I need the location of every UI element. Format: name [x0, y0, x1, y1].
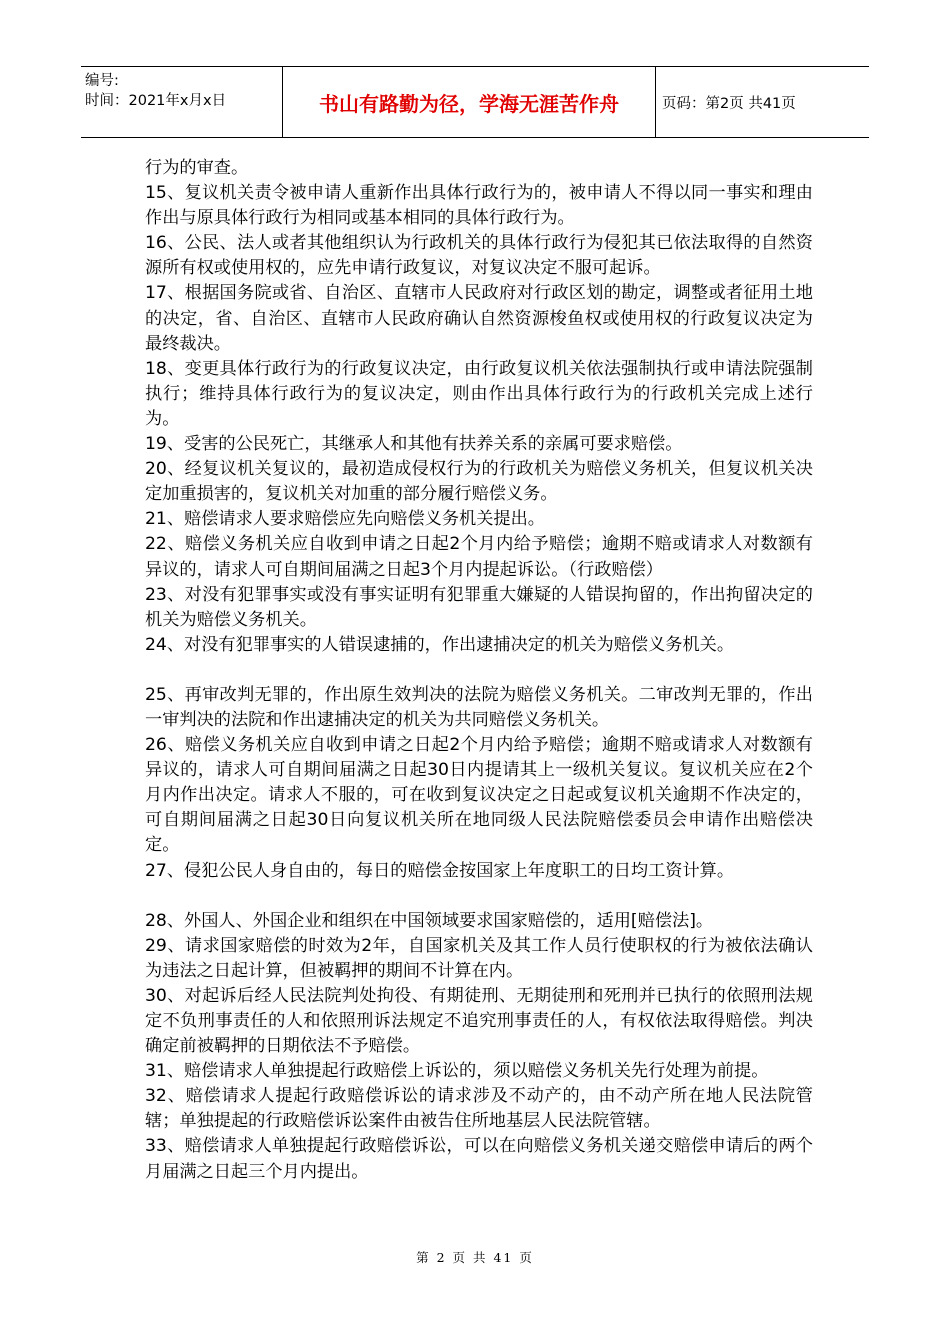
paragraph-spacer [145, 658, 813, 683]
paragraph: 20、经复议机关复议的，最初造成侵权行为的行政机关为赔偿义务机关，但复议机关决定加重损害的，复议机关对加重的部分履行赔偿义务。 [145, 459, 813, 505]
header-meta [81, 67, 282, 137]
paragraph: 15、复议机关责令被申请人重新作出具体行政行为的，被申请人不得以同一事实和理由作出与原具体行政行为相同或基本相同的具体行政行为。 [145, 183, 813, 229]
paragraph: 31、赔偿请求人单独提起行政赔偿上诉讼的，须以赔偿义务机关先行处理为前提。 [145, 1061, 769, 1082]
paragraph: 行为的审查。 [145, 158, 249, 178]
paragraph: 22、赔偿义务机关应自收到申请之日起2个月内给予赔偿；逾期不赔或请求人对数额有异议的，请求人可自期间届满之日起3个月内提起诉讼。（行政赔偿） [145, 534, 813, 580]
paragraph: 33、赔偿请求人单独提起行政赔偿诉讼，可以在向赔偿义务机关递交赔偿申请后的两个月届满之日起三个月内提出。 [145, 1136, 813, 1182]
paragraph-spacer [145, 884, 813, 909]
paragraph: 24、对没有犯罪事实的人错误逮捕的，作出逮捕决定的机关为赔偿义务机关。 [145, 634, 735, 655]
header-motto: 书山有路勤为径，学海无涯苦作舟 [319, 91, 619, 116]
paragraph: 32、赔偿请求人提起行政赔偿诉讼的请求涉及不动产的，由不动产所在地人民法院管辖；单独提起的行政赔偿诉讼案件由被告住所地基层人民法院管辖。 [145, 1086, 813, 1132]
paragraph: 26、赔偿义务机关应自收到申请之日起2个月内给予赔偿；逾期不赔或请求人对数额有异议的，请求人可自期间届满之日起30日内提请其上一级机关复议。复议机关应在2个月内作出决定。请求人不服的，可在收到复议决定之日起或复议机关逾期不作决定的，可自期间届满之日起30日向复议机关所在地同级人民法院赔偿委员会申请作出赔偿决定。 [145, 735, 813, 856]
paragraph: 25、再审改判无罪的，作出原生效判决的法院为赔偿义务机关。二审改判无罪的，作出一审判决的法院和作出逮捕决定的机关为共同赔偿义务机关。 [145, 684, 813, 730]
paragraph: 18、变更具体行政行为的行政复议决定，由行政复议机关依法强制执行或申请法院强制执行；维持具体行政行为的复议决定，则由作出具体行政行为的行政机关完成上述行为。 [145, 358, 813, 429]
paragraph: 28、外国人、外国企业和组织在中国领域要求国家赔偿的，适用[赔偿法]。 [145, 910, 714, 931]
page-header [81, 66, 869, 138]
header-page-info: 页码：第2页 共41页 [662, 95, 796, 112]
paragraph: 21、赔偿请求人要求赔偿应先向赔偿义务机关提出。 [145, 509, 545, 530]
document-number-label: 编号: [85, 73, 119, 89]
paragraph: 27、侵犯公民人身自由的，每日的赔偿金按国家上年度职工的日均工资计算。 [145, 860, 735, 881]
paragraph: 23、对没有犯罪事实或没有事实证明有犯罪重大嫌疑的人错误拘留的，作出拘留决定的机关为赔偿义务机关。 [145, 584, 813, 630]
paragraph: 16、公民、法人或者其他组织认为行政机关的具体行政行为侵犯其已依法取得的自然资源所有权或使用权的，应先申请行政复议，对复议决定不服可起诉。 [145, 233, 813, 279]
paragraph: 29、请求国家赔偿的时效为2年，自国家机关及其工作人员行使职权的行为被依法确认为违法之日起计算，但被羁押的期间不计算在内。 [145, 935, 813, 981]
document-date: 时间：2021年x月x日 [85, 93, 227, 109]
page-footer [0, 1248, 950, 1266]
paragraph: 17、根据国务院或省、自治区、直辖市人民政府对行政区划的勘定，调整或者征用土地的决定，省、自治区、直辖市人民政府确认自然资源梭鱼权或使用权的行政复议决定为最终裁决。 [145, 283, 813, 354]
paragraph: 30、对起诉后经人民法院判处拘役、有期徒刑、无期徒刑和死刑并已执行的依照刑法规定不负刑事责任的人和依照刑诉法规定不追究刑事责任的人，有权依法取得赔偿。判决确定前被羁押的日期依法不予赔偿。 [145, 985, 813, 1057]
paragraph: 19、受害的公民死亡，其继承人和其他有扶养关系的亲属可要求赔偿。 [145, 434, 683, 455]
header-page-info-cell [656, 67, 869, 137]
header-motto-cell [282, 67, 656, 137]
footer-page-number: 第 2 页 共 41 页 [416, 1250, 534, 1265]
document-body [145, 156, 813, 1185]
